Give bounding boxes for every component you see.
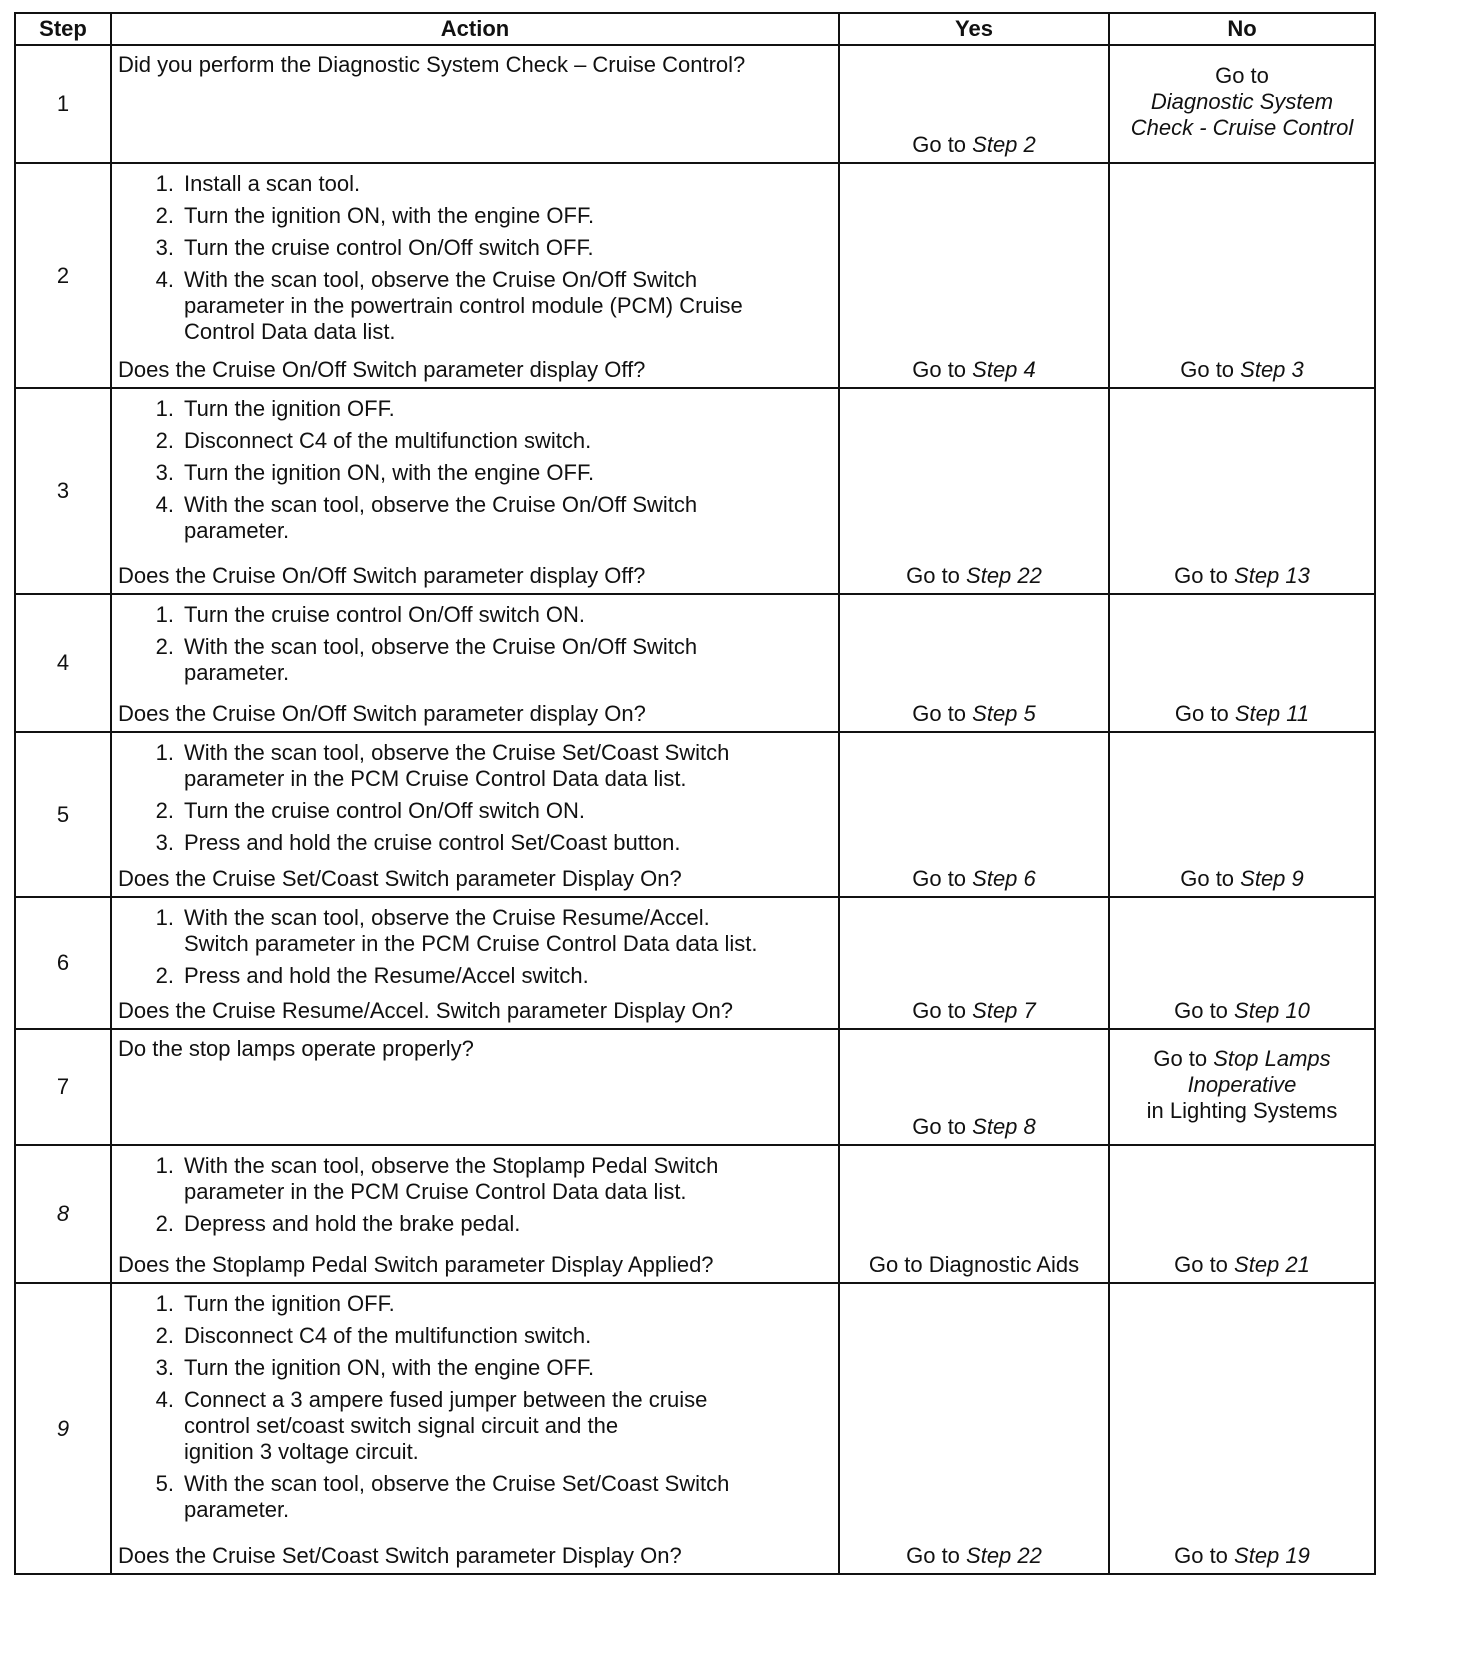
- question-text: Does the Cruise On/Off Switch parameter display Off?: [118, 357, 646, 382]
- item-text: Turn the ignition ON, with the engine OFF.: [184, 460, 595, 485]
- link-text: Step 19: [1234, 1543, 1310, 1568]
- action-cell: [111, 1283, 839, 1574]
- item-number: 1.: [155, 171, 174, 196]
- text-segment: Go to: [1174, 1252, 1235, 1277]
- question-text: Does the Cruise On/Off Switch parameter display Off?: [118, 563, 646, 588]
- text-segment: in Lighting Systems: [1146, 1098, 1338, 1123]
- action-steps: [118, 168, 832, 351]
- text-segment: Go to: [912, 998, 973, 1023]
- yes-cell: [839, 388, 1109, 594]
- link-text: Step 13: [1234, 563, 1310, 588]
- no-cell: [1109, 1283, 1375, 1574]
- link-text: Stop Lamps Inoperative: [1187, 1046, 1331, 1097]
- action-cell: [111, 163, 839, 388]
- table-row: [15, 163, 1375, 388]
- yes-cell: [839, 897, 1109, 1029]
- item-text: Install a scan tool.: [184, 171, 361, 196]
- item-number: 3.: [155, 235, 174, 260]
- table-row: [15, 897, 1375, 1029]
- item-number: 5.: [155, 1471, 174, 1496]
- action-cell: [111, 732, 839, 897]
- step-number: 9: [15, 1283, 111, 1574]
- action-content: [112, 46, 838, 162]
- link-text: Step 3: [1240, 357, 1304, 382]
- header-action: Action: [111, 13, 839, 45]
- question-text: Does the Cruise Set/Coast Switch parameter Display On?: [118, 866, 682, 891]
- question-text: Does the Cruise On/Off Switch parameter display On?: [118, 701, 646, 726]
- yes-cell: [839, 1029, 1109, 1145]
- list-item: [118, 492, 832, 544]
- item-text: With the scan tool, observe the Cruise On/Off Switch parameter in the powertrain control module (PCM) Cruise Control Data data list.: [184, 267, 743, 344]
- text-segment: Go to: [1153, 1046, 1214, 1071]
- link-text: Step 11: [1234, 701, 1310, 726]
- item-number: 2.: [155, 428, 174, 453]
- item-text: Disconnect C4 of the multifunction switch.: [184, 1323, 592, 1348]
- step-number: 1: [15, 45, 111, 163]
- table-row: [15, 1283, 1375, 1574]
- no-cell: [1109, 594, 1375, 732]
- item-text: With the scan tool, observe the Cruise Resume/Accel. Switch parameter in the PCM Cruise Control Data data list.: [184, 905, 758, 956]
- link-text: Step 22: [966, 1543, 1042, 1568]
- text-segment: Go to: [1174, 1543, 1235, 1568]
- question-text: Does the Cruise Resume/Accel. Switch parameter Display On?: [118, 998, 734, 1023]
- yes-cell: [839, 732, 1109, 897]
- text-segment: Go to: [912, 357, 973, 382]
- item-number: 2.: [155, 1211, 174, 1236]
- text-segment: Go to: [912, 1114, 973, 1139]
- step-number: 8: [15, 1145, 111, 1283]
- list-item: [118, 203, 832, 229]
- item-number: 4.: [155, 492, 174, 517]
- text-segment: Go to: [1174, 563, 1235, 588]
- action-steps: [118, 393, 832, 550]
- step-number: 4: [15, 594, 111, 732]
- list-item: [118, 1323, 832, 1349]
- action-cell: [111, 594, 839, 732]
- header-yes: Yes: [839, 13, 1109, 45]
- item-text: Connect a 3 ampere fused jumper between the cruise control set/coast switch signal circuit and the ignition 3 voltage circuit.: [184, 1387, 708, 1464]
- list-item: [118, 602, 832, 628]
- list-item: [118, 963, 832, 989]
- action-content: [112, 1146, 838, 1282]
- step-number: 2: [15, 163, 111, 388]
- link-text: Step 22: [966, 563, 1042, 588]
- list-item: [118, 830, 832, 856]
- list-item: [118, 798, 832, 824]
- yes-cell: [839, 1145, 1109, 1283]
- item-number: 2.: [155, 963, 174, 988]
- table-row: [15, 732, 1375, 897]
- header-step: Step: [15, 13, 111, 45]
- action-cell: [111, 1145, 839, 1283]
- action-content: [112, 595, 838, 731]
- list-item: [118, 1211, 832, 1237]
- link-text: Step 2: [972, 132, 1036, 157]
- action-steps: [118, 1288, 832, 1529]
- item-text: With the scan tool, observe the Stoplamp Pedal Switch parameter in the PCM Cruise Control Data data list.: [184, 1153, 719, 1204]
- list-item: [118, 460, 832, 486]
- list-item: [118, 1153, 832, 1205]
- question-text: Does the Cruise Set/Coast Switch parameter Display On?: [118, 1543, 682, 1568]
- list-item: [118, 740, 832, 792]
- action-content: [112, 898, 838, 1028]
- link-text: Step 6: [972, 866, 1036, 891]
- step-number: 7: [15, 1029, 111, 1145]
- action-steps: [118, 1150, 832, 1243]
- action-steps: [118, 902, 832, 995]
- table-row: [15, 594, 1375, 732]
- list-item: [118, 267, 832, 345]
- item-number: 4.: [155, 267, 174, 292]
- text-segment: Go to: [912, 132, 973, 157]
- no-cell: [1109, 1029, 1375, 1145]
- action-steps: [118, 599, 832, 692]
- link-text: Diagnostic System Check - Cruise Control: [1130, 89, 1354, 140]
- action-cell: [111, 897, 839, 1029]
- item-number: 2.: [155, 798, 174, 823]
- action-cell: [111, 45, 839, 163]
- action-cell: [111, 388, 839, 594]
- item-text: With the scan tool, observe the Cruise On/Off Switch parameter.: [184, 492, 698, 543]
- link-text: Step 7: [972, 998, 1036, 1023]
- yes-cell: [839, 594, 1109, 732]
- text-segment: Go to: [1174, 998, 1235, 1023]
- yes-cell: [839, 45, 1109, 163]
- item-number: 2.: [155, 634, 174, 659]
- item-text: With the scan tool, observe the Cruise Set/Coast Switch parameter in the PCM Cruise Control Data data list.: [184, 740, 730, 791]
- item-text: Press and hold the Resume/Accel switch.: [184, 963, 589, 988]
- item-text: Turn the ignition OFF.: [184, 396, 395, 421]
- item-text: Turn the ignition ON, with the engine OFF.: [184, 1355, 595, 1380]
- item-number: 4.: [155, 1387, 174, 1412]
- list-item: [118, 905, 832, 957]
- link-text: Step 8: [972, 1114, 1036, 1139]
- text-segment: Go to: [1180, 866, 1241, 891]
- item-text: Turn the ignition OFF.: [184, 1291, 395, 1316]
- text-segment: Go to: [1215, 63, 1269, 88]
- link-text: Step 5: [972, 701, 1036, 726]
- item-number: 1.: [155, 1153, 174, 1178]
- action-content: [112, 733, 838, 896]
- header-no: No: [1109, 13, 1375, 45]
- action-content: [112, 1030, 838, 1144]
- link-text: Step 9: [1240, 866, 1304, 891]
- no-cell: [1109, 45, 1375, 163]
- text-segment: Go to: [1180, 357, 1241, 382]
- question-text: Does the Stoplamp Pedal Switch parameter Display Applied?: [118, 1252, 714, 1277]
- action-cell: [111, 1029, 839, 1145]
- text-segment: Go to: [906, 1543, 967, 1568]
- list-item: [118, 235, 832, 261]
- list-item: [118, 1387, 832, 1465]
- item-number: 2.: [155, 1323, 174, 1348]
- item-text: Turn the ignition ON, with the engine OFF.: [184, 203, 595, 228]
- list-item: [118, 1291, 832, 1317]
- item-number: 1.: [155, 602, 174, 627]
- list-item: [118, 634, 832, 686]
- list-item: [118, 428, 832, 454]
- header-row: [15, 13, 1375, 45]
- link-text: Step 10: [1234, 998, 1310, 1023]
- no-cell: [1109, 1145, 1375, 1283]
- text-segment: Go to Diagnostic Aids: [868, 1252, 1080, 1277]
- item-text: With the scan tool, observe the Cruise On/Off Switch parameter.: [184, 634, 698, 685]
- step-number: 6: [15, 897, 111, 1029]
- item-number: 3.: [155, 830, 174, 855]
- item-text: Turn the cruise control On/Off switch ON.: [184, 602, 586, 627]
- item-number: 1.: [155, 1291, 174, 1316]
- item-text: Disconnect C4 of the multifunction switch.: [184, 428, 592, 453]
- item-number: 1.: [155, 740, 174, 765]
- item-number: 3.: [155, 460, 174, 485]
- link-text: Step 21: [1234, 1252, 1310, 1277]
- table-row: [15, 45, 1375, 163]
- list-item: [118, 1471, 832, 1523]
- action-steps: [118, 737, 832, 862]
- question-text: Did you perform the Diagnostic System Check – Cruise Control?: [118, 52, 746, 77]
- action-content: [112, 389, 838, 593]
- action-content: [112, 1284, 838, 1573]
- question-text: Do the stop lamps operate properly?: [118, 1036, 474, 1061]
- no-cell: [1109, 163, 1375, 388]
- step-number: 5: [15, 732, 111, 897]
- no-cell: [1109, 732, 1375, 897]
- no-cell: [1109, 388, 1375, 594]
- item-text: Press and hold the cruise control Set/Coast button.: [184, 830, 681, 855]
- table-row: [15, 1029, 1375, 1145]
- table-row: [15, 388, 1375, 594]
- item-text: Depress and hold the brake pedal.: [184, 1211, 521, 1236]
- item-number: 1.: [155, 396, 174, 421]
- no-cell: [1109, 897, 1375, 1029]
- text-segment: Go to: [1174, 701, 1235, 726]
- list-item: [118, 1355, 832, 1381]
- item-text: With the scan tool, observe the Cruise Set/Coast Switch parameter.: [184, 1471, 730, 1522]
- action-content: [112, 164, 838, 387]
- text-segment: Go to: [906, 563, 967, 588]
- list-item: [118, 171, 832, 197]
- item-text: Turn the cruise control On/Off switch ON.: [184, 798, 586, 823]
- list-item: [118, 396, 832, 422]
- text-segment: Go to: [912, 866, 973, 891]
- item-text: Turn the cruise control On/Off switch OFF.: [184, 235, 594, 260]
- yes-cell: [839, 163, 1109, 388]
- item-number: 3.: [155, 1355, 174, 1380]
- yes-cell: [839, 1283, 1109, 1574]
- diagnostic-table: [14, 12, 1376, 1575]
- text-segment: Go to: [912, 701, 973, 726]
- link-text: Step 4: [972, 357, 1036, 382]
- item-number: 1.: [155, 905, 174, 930]
- step-number: 3: [15, 388, 111, 594]
- table-row: [15, 1145, 1375, 1283]
- item-number: 2.: [155, 203, 174, 228]
